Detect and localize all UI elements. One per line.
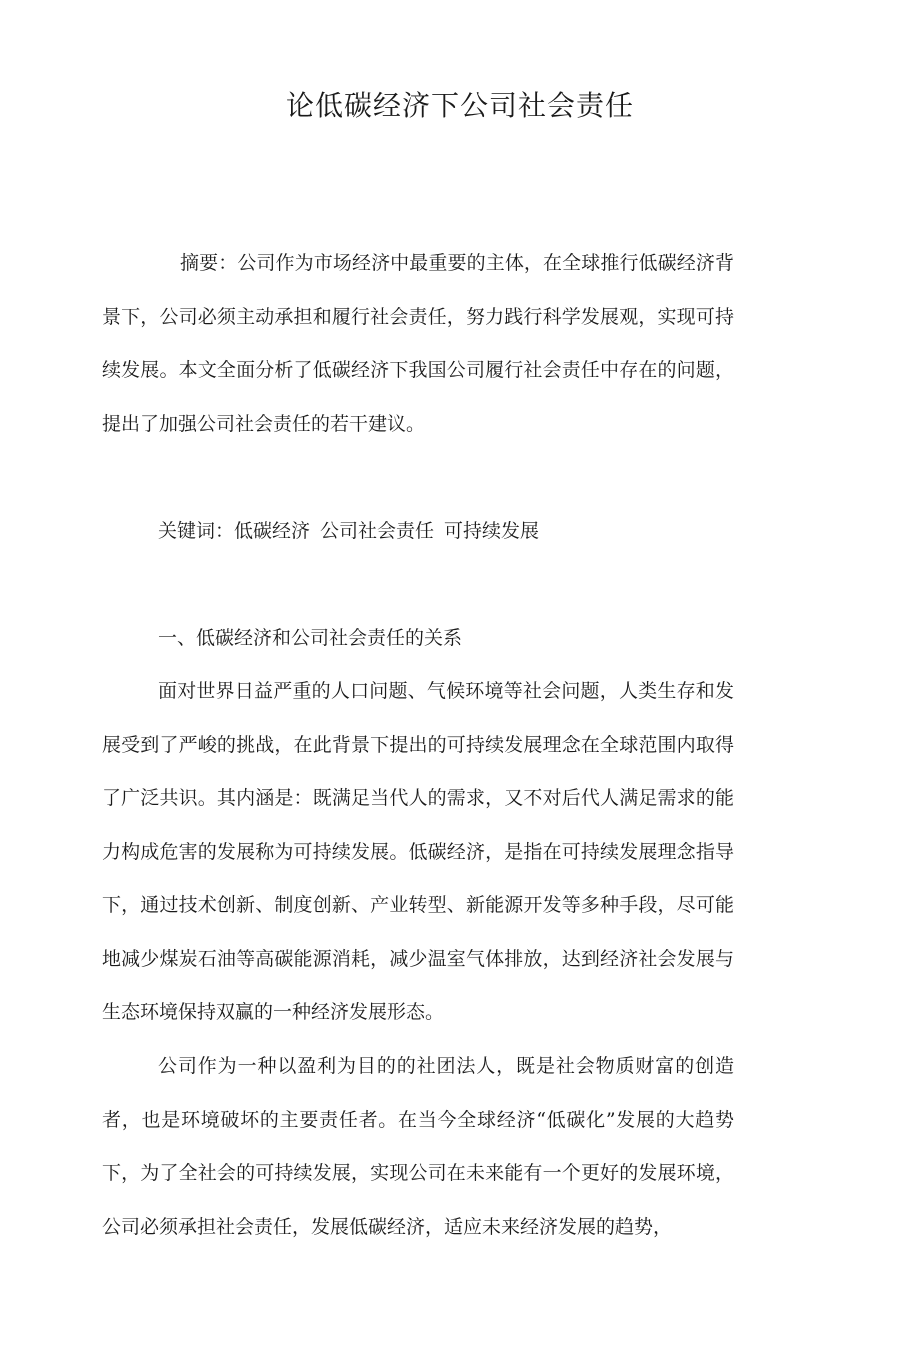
section-heading: 一、低碳经济和公司社会责任的关系 xyxy=(158,627,463,649)
body-paragraph: 面对世界日益严重的人口问题、气候环境等社会问题，人类生存和发展受到了严峻的挑战，在此背景下提出的可持续发展理念在全球范围内取得了广泛共识。其内涵是：既满足当代人的需求，又不对后代人满足需求的能力构成危害的发展称为可持续发展。低碳经济，是指在可持续发展理念指导下，通过技术创新、制度创新、产业转型、新能源开发等多种手段，尽可能地减少煤炭石油等高碳能源消耗，减少温室气体排放，达到经济社会发展与生态环境保持双赢的一种经济发展形态。 xyxy=(102,680,734,1023)
keyword-item: 可持续发展 xyxy=(444,520,540,542)
keyword-item: 公司社会责任 xyxy=(320,520,435,542)
document-title: 论低碳经济下公司社会责任 xyxy=(285,89,634,122)
abstract-paragraph: 摘要：公司作为市场经济中最重要的主体，在全球推行低碳经济背景下，公司必须主动承担和履行社会责任，努力践行科学发展观，实现可持续发展。本文全面分析了低碳经济下我国公司履行社会责任中存在的问题，提出了加强公司社会责任的若干建议。 xyxy=(102,252,734,435)
keywords-label: 关键词： xyxy=(158,520,235,542)
keywords-line xyxy=(102,505,734,559)
keyword-item: 低碳经济 xyxy=(234,520,311,542)
body-paragraph: 公司作为一种以盈利为目的的社团法人，既是社会物质财富的创造者，也是环境破坏的主要责任者。在当今全球经济“低碳化”发展的大趋势下，为了全社会的可持续发展，实现公司在未来能有一个更好的发展环境，公司必须承担社会责任，发展低碳经济，适应未来经济发展的趋势， xyxy=(102,1055,734,1238)
